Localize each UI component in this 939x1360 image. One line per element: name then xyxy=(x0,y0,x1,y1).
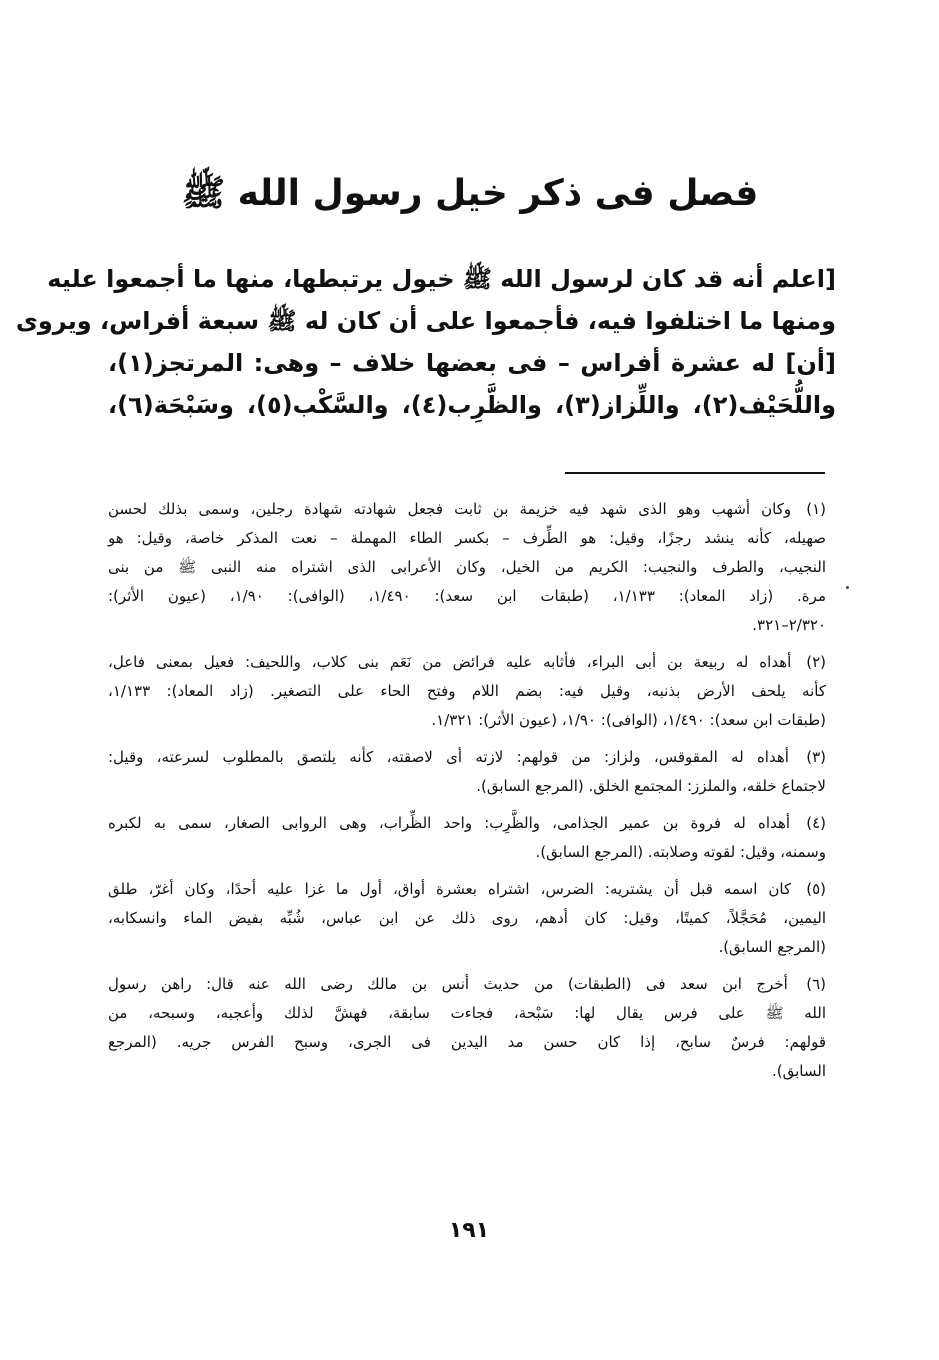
footnote-text: كان اسمه قبل أن يشتريه: الضرس، اشتراه بعشرة أواق، أول ما غزا عليه أحدًا، وكان أغرّ، طلق xyxy=(108,880,792,898)
footnote-number: (١) xyxy=(806,500,826,518)
footnote-line: (المرجع السابق). xyxy=(718,938,826,956)
footnote-line xyxy=(108,743,826,772)
footnote-line: النجيب، والطرف والنجيب: الكريم من الخيل، وكان الأعرابى الذى اشتراه منه النبى ﷺ من بنى xyxy=(108,558,826,576)
footnote-number: (٦) xyxy=(806,975,826,993)
footnote-text: أهداه له فروة بن عمير الجذامى، والظَّرِب: واحد الظِّراب، وهى الروابى الصغار، سمى به لكبره xyxy=(108,814,791,832)
margin-dot xyxy=(846,586,849,589)
footnote-line: ٢/٣٢٠–٣٢١. xyxy=(752,616,826,634)
main-paragraph xyxy=(15,258,837,426)
footnote-line: صهيله، كأنه ينشد رجزًا، وقيل: هو الطِّرف – بكسر الطاء المهملة – نعت المذكر خاصة، وقيل: هو xyxy=(108,529,826,547)
footnote-line: كأنه يلحف الأرض بذنبه، وقيل فيه: بضم اللام وفتح الحاء على التصغير. (زاد المعاد): ١/١٣٣، xyxy=(108,682,826,700)
footnote-line: الله ﷺ على فرس يقال لها: سَبْحة، فجاءت سابقة، فهشَّ لذلك وأعجبه، وسبحه، من xyxy=(108,1004,826,1022)
footnote-text: وكان أشهب وهو الذى شهد فيه خزيمة بن ثابت فجعل شهادته شهادة رجلين، وسمى بذلك لحسن xyxy=(108,500,792,518)
footnotes-section xyxy=(108,495,826,1094)
footnote-text: أهداه له المقوقس، ولزاز: من قولهم: لازته أى لاصقته، كأنه يلتصق بالمطلوب لسرعته، وقيل: xyxy=(108,748,789,766)
footnote-2 xyxy=(108,648,826,735)
footnote-3 xyxy=(108,743,826,801)
footnote-text: أهداه له ربيعة بن أبى البراء، فأثابه عليه فرائض من نَعَم بنى كلاب، واللحيف: فعيل بمعنى فاعل، xyxy=(108,653,792,671)
chapter-title: فصل فى ذكر خيل رسول الله ﷺ xyxy=(181,173,759,214)
footnote-number: (٣) xyxy=(806,748,826,766)
footnote-line: السابق). xyxy=(772,1062,826,1080)
footnote-line: مرة. (زاد المعاد): ١/١٣٣، (طبقات ابن سعد): ١/٤٩٠، (الوافى): ١/٩٠، (عيون الأثر): xyxy=(108,587,826,605)
footnote-line: لاجتماع خلقه، والملزز: المجتمع الخلق. (المرجع السابق). xyxy=(476,777,826,795)
footnote-number: (٥) xyxy=(806,880,826,898)
footnote-line: (طبقات ابن سعد): ١/٤٩٠، (الوافى): ١/٩٠، (عيون الأثر): ١/٣٢١. xyxy=(431,711,826,729)
page-number: ١٩١ xyxy=(448,1218,490,1243)
footnote-line xyxy=(108,648,826,677)
main-text-line: [أن] له عشرة أفراس – فى بعضها خلاف – وهى: المرتجز(١)، xyxy=(108,349,836,377)
footnote-line: قولهم: فرسٌ سابح، إذا كان حسن مد اليدين فى الجرى، وسبح الفرس جريه. (المرجع xyxy=(108,1033,826,1051)
footnote-6 xyxy=(108,970,826,1086)
main-text-line: واللُّحَيْف(٢)، واللِّزاز(٣)، والظَّرِب(٤)، والسَّكْب(٥)، وسَبْحَة(٦)، xyxy=(108,391,837,419)
footnote-4 xyxy=(108,809,826,867)
footnote-line xyxy=(108,495,826,524)
footnote-number: (٤) xyxy=(806,814,826,832)
footnote-5 xyxy=(108,875,826,962)
main-text-line: [اعلم أنه قد كان لرسول الله ﷺ خيول يرتبطها، منها ما أجمعوا عليه xyxy=(47,265,836,293)
footnote-line xyxy=(108,875,826,904)
footnote-line xyxy=(108,970,826,999)
footnote-line: اليمين، مُحَجَّلاً، كميتًا، وقيل: كان أدهم، روى ذلك عن ابن عباس، شُبِّه بفيض الماء وانسكابه، xyxy=(108,909,826,927)
footnote-line xyxy=(108,809,826,838)
footnote-text: أخرج ابن سعد فى (الطبقات) من حديث أنس بن مالك رضى الله عنه قال: راهن رسول xyxy=(108,975,788,993)
footnote-line: وسمنه، وقيل: لقوته وصلابته. (المرجع السابق). xyxy=(535,843,826,861)
footnote-separator xyxy=(565,472,825,474)
main-text-line: ومنها ما اختلفوا فيه، فأجمعوا على أن كان له ﷺ سبعة أفراس، ويروى xyxy=(15,307,836,335)
footnote-1 xyxy=(108,495,826,640)
footnote-number: (٢) xyxy=(806,653,826,671)
